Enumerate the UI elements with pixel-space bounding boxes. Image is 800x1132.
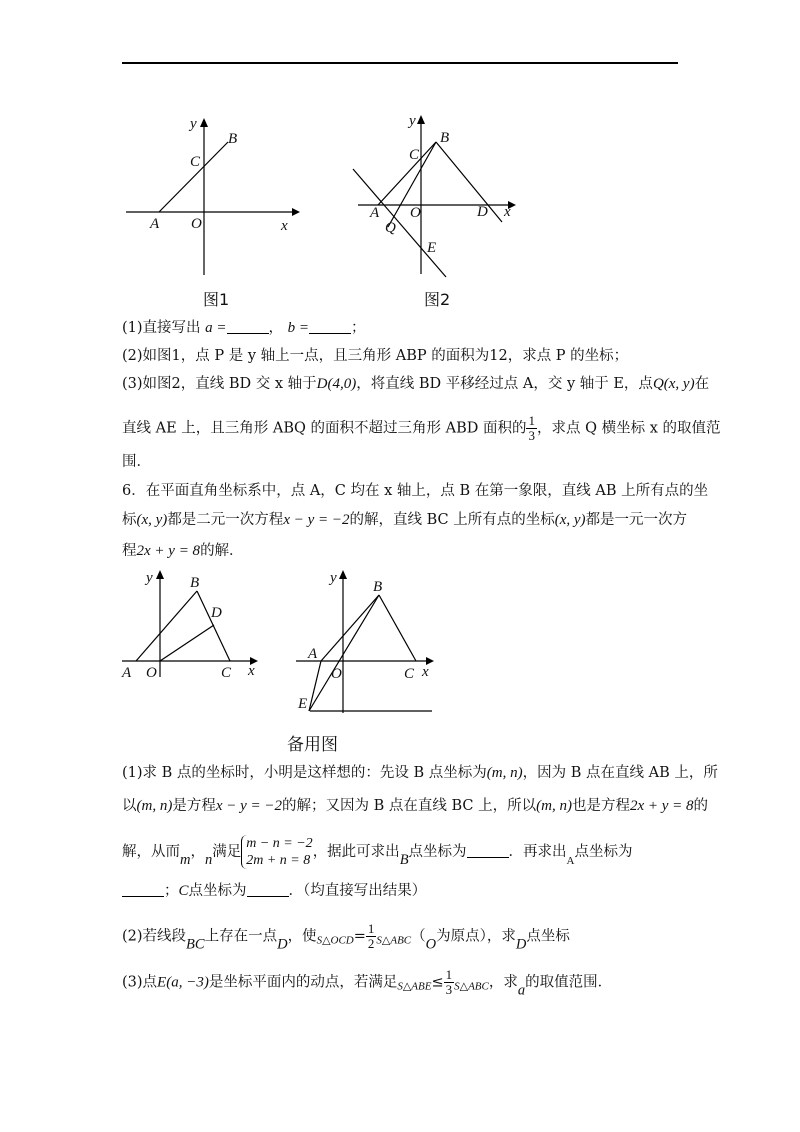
fig1-label-x: x [281,218,288,234]
fig4-label-A: A [308,646,318,662]
q6-line2: 标(x, y)都是二元一次方程x − y = −2的解，直线 BC 上所有点的坐标(x, y)都是一元一次方 [122,512,688,528]
fig1-label-C: C [190,154,201,170]
fig4-label-x: x [422,664,429,680]
header-rule [122,62,678,64]
q6-part1-line1: (1)求 B 点的坐标时，小明是这样想的：先设 B 点坐标为(m, n)，因为 B 点在直线 AB 上，所 [122,765,718,781]
fig4-label-B: B [373,579,383,595]
q6-part1-line4: ；C点坐标为 ．（均直接写出结果） [122,881,426,901]
figure-2 [350,112,530,280]
figure-1 [120,115,300,280]
fig2-label-B: B [440,130,450,146]
blank-a[interactable] [227,319,269,334]
fig1-caption: 图1 [203,290,230,309]
blank-B-coord[interactable] [467,843,509,858]
fig2-label-Q: Q [385,220,396,236]
fig4-caption: 备用图 [287,735,338,755]
fig4-label-C: C [404,666,415,682]
fig3-label-O: O [146,665,157,681]
q5-part1: (1)直接写出 a = ， b = ； [122,320,366,336]
blank-b[interactable] [309,319,351,334]
fig4-label-y: y [330,570,337,586]
q6-part3: (3)点E(a, −3)是坐标平面内的动点，若满足$_{S\triangle ABE}$≤ $\frac{1}{3}_{S\triangle ABC}$，求a的取值范围． [122,967,613,999]
q6-line3: 程2x + y = 8的解． [122,543,244,559]
fig2-label-O: O [410,205,421,221]
fig2-label-C: C [409,147,420,163]
q5-part3-line2: 直线 AE 上，且三角形 ABQ 的面积不超过三角形 ABD 面积的 $\frac{1}{3}$，求点 Q 横坐标 x 的取值范 [122,413,721,443]
fig2-label-x: x [504,204,511,220]
q6-line1: 6．在平面直角坐标系中，点 A，C 均在 x 轴上，点 B 在第一象限，直线 AB 上所有点的坐 [122,483,709,499]
fig1-label-A: A [150,216,160,232]
fig3-label-D: D [211,605,222,621]
q5-part2: (2)如图1，点 P 是 y 轴上一点，且三角形 ABP 的面积为12，求点 P 的坐标； [122,348,629,364]
fig3-label-B: B [190,575,200,591]
fig4-label-E: E [298,696,308,712]
fig1-label-y: y [190,116,197,132]
fig1-label-O: O [191,216,202,232]
fig1-label-B: B [228,131,238,147]
fig3-label-A: A [122,665,132,681]
fig2-label-A: A [370,205,380,221]
fig2-label-y: y [409,113,416,129]
fig2-label-D: D [477,204,488,220]
q6-part1-line2: 以(m, n)是方程x − y = −2的解；又因为 B 点在直线 BC 上，所以(m, n)也是方程2x + y = 8的 [122,798,709,814]
fig3-label-y: y [146,570,153,586]
q5-part3-line3: 围． [122,454,151,470]
fig3-label-x: x [248,663,255,679]
fig3-label-C: C [221,665,232,681]
q6-part1-line3: 解，从而m，n满足 m − n = −2 2m + n = 8 ，据此可求出B点坐标为 ．再求出$_A$点坐标为 [122,836,633,868]
fig2-label-E: E [427,240,437,256]
fraction-one-third: $\frac{1}{3}$ [528,413,535,443]
figure-4 [290,565,440,715]
fig4-label-O: O [331,666,342,682]
figure-3 [118,565,268,680]
q5-part3-line1: (3)如图2，直线 BD 交 x 轴于D(4,0)，将直线 BD 平移经过点 A，交 y 轴于 E，点Q(x, y)在 [122,376,710,392]
blank-A-coord[interactable] [122,882,164,897]
equation-system: m − n = −2 2m + n = 8 [241,835,312,869]
q6-part2: (2)若线段BC上存在一点D，使$_{S\triangle OCD}$= $\frac{1}{2}_{S\triangle ABC}(O$为原点），求D点坐标 [122,921,570,953]
fig2-caption: 图2 [424,290,451,309]
blank-C-coord[interactable] [247,882,289,897]
